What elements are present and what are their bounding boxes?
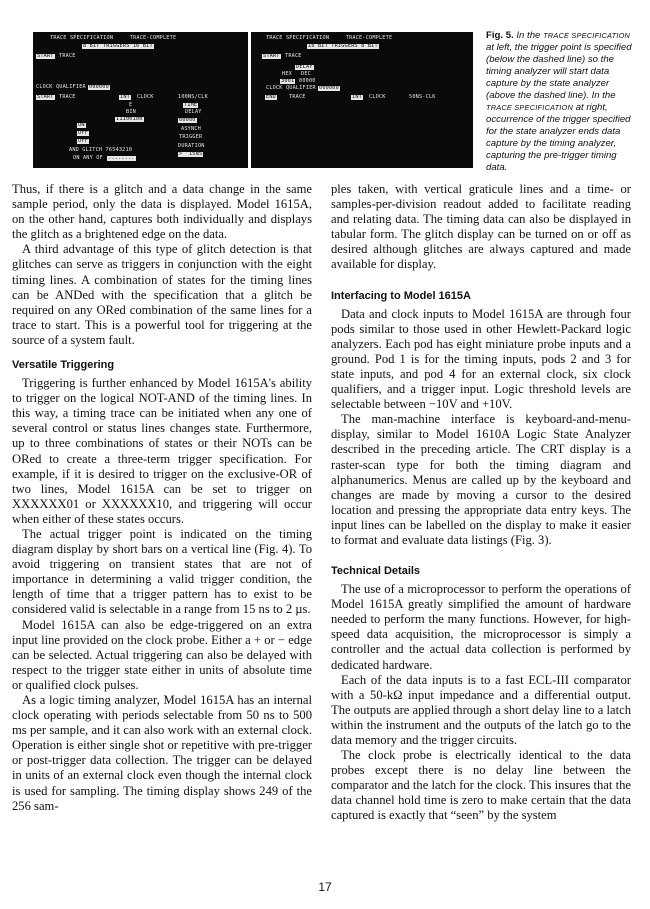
crt-line: TRACE bbox=[59, 94, 76, 100]
figure-label: Fig. 5. bbox=[486, 30, 514, 41]
crt-line: START bbox=[37, 53, 54, 59]
caption-text: at right, occurrence of the trigger specified for the state analyzer ends data capture by the timing analyzer, capturing the pre-trigger timing data. bbox=[486, 102, 631, 173]
crt-line: E bbox=[129, 102, 133, 108]
figure-caption bbox=[486, 30, 634, 174]
crt-line: 100NS/CLK bbox=[178, 94, 208, 100]
section-heading: Versatile Triggering bbox=[12, 359, 115, 372]
paragraph: Thus, if there is a glitch and a data change in the same sample period, only the data is displayed. Model 1615A, on the other hand, captures both individually and displays the glitch as a brightened edge on the data. bbox=[12, 182, 312, 242]
page-number: 17 bbox=[318, 880, 332, 894]
crt-line: DELAY bbox=[296, 64, 313, 70]
paragraph: The use of a microprocessor to perform the operations of Model 1615A greatly simplified the amount of hardware needed to perform the many functions. However, for high-speed data acquisition, the microprocessor is simply a controller and the actual data collection is performed by dedicated hardware. bbox=[331, 582, 631, 672]
crt-line: DURATION bbox=[178, 143, 205, 149]
caption-smallcaps: TRACE SPECIFICATION bbox=[543, 31, 631, 40]
crt-line: INT bbox=[352, 94, 362, 100]
crt-line: CLOCK QUALIFIER bbox=[266, 85, 316, 91]
crt-line: ASYNCH bbox=[181, 126, 201, 132]
paragraph: Triggering is further enhanced by Model 1615A's ability to trigger on the logical NOT-AND of the timing lines. In this way, a timing trace can be initiated when any one of several control or status lines changes state. Furthermore, up to three combinations of states or their NOTs can be ORed to create a three-term trigger specification. For example, if it is desired to trigger on the exclusive-OR of two lines, Model 1615A can be set to trigger on XXXXXX01 or XXXXXX10, and triggering will occur when either of these states occurs. bbox=[12, 376, 312, 526]
crt-line: TRIGGER bbox=[179, 134, 203, 140]
crt-line: 000000 bbox=[89, 84, 109, 90]
caption-smallcaps: TRACE SPECIFICATION bbox=[486, 103, 574, 112]
section-heading: Interfacing to Model 1615A bbox=[331, 289, 471, 302]
crt-line: 16 BIT TRIGGERS 8 BIT bbox=[308, 43, 378, 49]
paragraph: Each of the data inputs is to a fast ECL-III comparator with a 50-kΩ input impedance and a differential output. The outputs are applied through a short delay line to a latch within the instrument and the outputs of the latch go to the data memory and the trigger circuits. bbox=[331, 672, 631, 747]
crt-line: CLOCK bbox=[369, 94, 386, 100]
crt-line: CLOCK QUALIFIER bbox=[36, 84, 86, 90]
crt-line: HEX bbox=[282, 71, 292, 77]
crt-line: > 15NS bbox=[179, 151, 203, 157]
crt-line: INT bbox=[120, 94, 130, 100]
crt-screen-left bbox=[33, 32, 248, 168]
crt-line: ON ANY OF bbox=[73, 155, 103, 161]
crt-line: ........ bbox=[108, 155, 135, 161]
crt-line: AND GLITCH 76543210 bbox=[69, 147, 133, 153]
crt-line: 11100100 bbox=[116, 116, 143, 122]
crt-line: START bbox=[37, 94, 54, 100]
crt-line: DELAY bbox=[185, 109, 202, 115]
paragraph: A third advantage of this type of glitch detection is that glitches can serve as triggers in conjunction with the eight timing lines. A combination of states for the timing lines can be ANDed with the specification that a glitch be required on any ORed combination of the same lines for a trace to start. This is a powerful tool for triggering at the source of a system fault. bbox=[12, 242, 312, 347]
paragraph: The clock probe is electrically identical to the data probes except there is no delay line between the comparator and the latch for the clock. This insures that the data channel hold time is zero to make certain that the data captured is exactly that “seen” by the system bbox=[331, 748, 631, 823]
crt-line: END bbox=[266, 94, 276, 100]
paragraph: Data and clock inputs to Model 1615A are through four pods similar to those used in other Hewlett-Packard logic analyzers. Each pod has eight miniature probe inputs and a ground. Pod 1 is for the timing inputs, pods 2 and 3 for state inputs, and pod 4 for an external clock, six clock qualifiers, and a trigger input. Logic threshold levels are selectable between −10V and +10V. bbox=[331, 306, 631, 412]
section-heading: Technical Details bbox=[331, 565, 421, 578]
crt-line: OFF bbox=[78, 130, 88, 136]
paragraph: The actual trigger point is indicated on the timing diagram display by short bars on a vertical line (Fig. 4). To avoid triggering on transient states that are not of importance in determining a valid trigger condition, the length of time that a trigger pattern has to exist to be considered valid is selectable in a range from 15 ns to 2 µs. bbox=[12, 526, 312, 617]
left-column bbox=[12, 182, 312, 814]
paragraph: As a logic timing analyzer, Model 1615A has an internal clock operating with periods selectable from 50 ns to 500 ms per sample, and it can also work with an external clock. Operation is either single shot or repetitive with pre-trigger or post-trigger data collection. The trigger can be delayed in units of an external clock even though the internal clock is used for sampling. The timing display shows 249 of the 256 sam- bbox=[12, 693, 312, 813]
crt-line: TRACE bbox=[289, 94, 306, 100]
crt-line: 3001 bbox=[281, 78, 295, 84]
crt-line: DEC bbox=[301, 71, 311, 77]
paragraph: ples taken, with vertical graticule lines and a time- or samples-per-division readout added to facilitate reading and relating data. The timing data can also be displayed in tabular form. The glitch display can be turned on or off as desired although glitches are always captured and made available for display. bbox=[331, 182, 631, 272]
crt-line: TRACE bbox=[59, 53, 76, 59]
crt-line: 50NS-CLK bbox=[409, 94, 436, 100]
crt-line: OFF bbox=[78, 138, 88, 144]
crt-line: TRACE SPECIFICATION TRACE-COMPLETE bbox=[266, 35, 393, 41]
caption-text: In the bbox=[513, 30, 544, 41]
crt-line: BIN bbox=[126, 109, 136, 115]
crt-line: 000000 bbox=[319, 85, 339, 91]
paragraph: The man-machine interface is keyboard-and-menu-display, similar to Model 1610A Logic State Analyzer described in the preceding article. The CRT display is a raster-scan type for both the timing diagram and alphanumerics. Menus are called up by the keyboard and changes are made by moving a cursor to the desired location and pressing the appropriate data entry keys. The input lines can be labelled on the display to make it easier to format and evaluate data listings (Fig. 3). bbox=[331, 412, 631, 547]
crt-line: TRACE bbox=[285, 53, 302, 59]
crt-line: TIME bbox=[184, 102, 198, 108]
crt-line: 00000 bbox=[179, 117, 196, 123]
crt-line: 00000 bbox=[299, 78, 316, 84]
paragraph: Model 1615A can also be edge-triggered on an extra input line provided on the clock probe. Either a + or − edge can be selected. Actual triggering can also be delayed with respect to the trigger state either in units of absolute time or qualified clock pulses. bbox=[12, 617, 312, 692]
crt-line: CLOCK bbox=[137, 94, 154, 100]
crt-line: 8 BIT TRIGGERS 16 BIT bbox=[83, 43, 153, 49]
crt-screen-right bbox=[251, 32, 473, 168]
crt-line: TRACE SPECIFICATION TRACE-COMPLETE bbox=[50, 35, 177, 41]
crt-line: START bbox=[263, 53, 280, 59]
crt-line: ON bbox=[78, 122, 85, 128]
right-column bbox=[331, 182, 631, 824]
caption-text: at left, the trigger point is specified (below the dashed line) so the timing analyzer will start data capture by the state analyzer (above the dashed line). In the bbox=[486, 42, 632, 101]
